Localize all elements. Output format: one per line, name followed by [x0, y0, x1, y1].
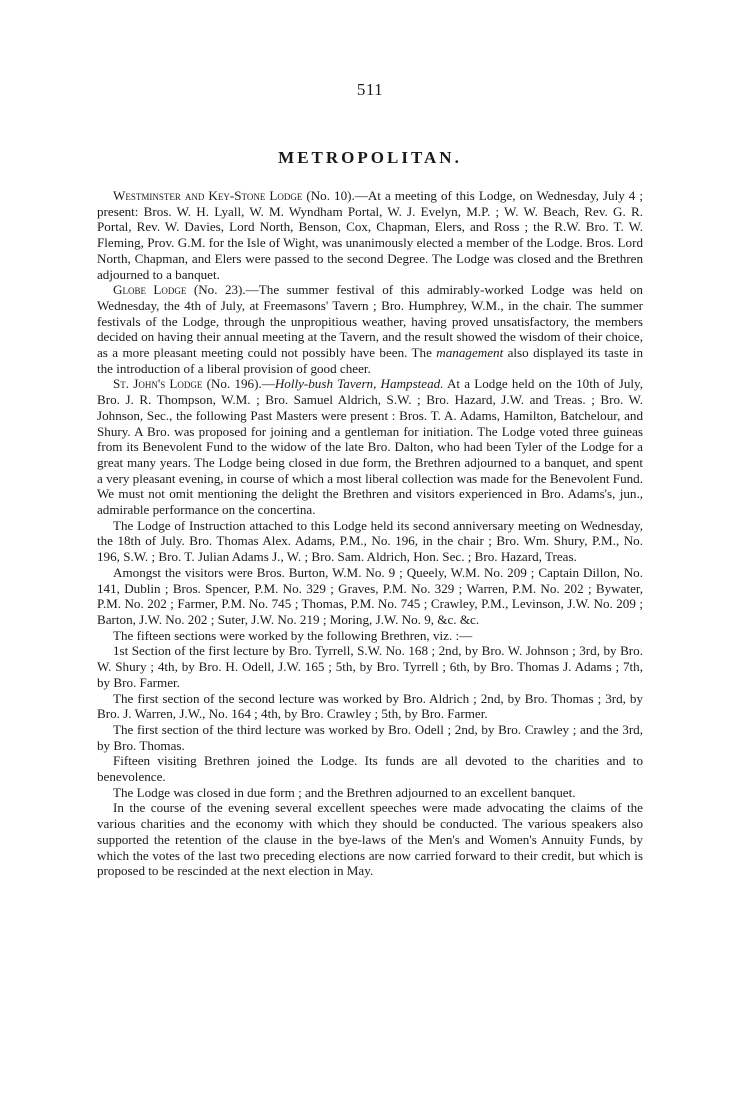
paragraph-second-lecture: The first section of the second lecture was worked by Bro. Aldrich ; 2nd, by Bro. Thomas ; 3rd, by Bro. J. Warren, J.W., No. 164 ; 4th, by Bro. Crawley ; 5th, by Bro. Farmer. — [97, 690, 643, 722]
article-body — [97, 188, 643, 879]
section-title: METROPOLITAN. — [278, 148, 462, 167]
lodge-name: Globe Lodge — [113, 282, 187, 298]
emphasis-text: management — [436, 345, 504, 361]
venue-name: Holly-bush Tavern, Hampstead. — [274, 376, 444, 392]
paragraph-st-johns-lodge — [97, 376, 643, 517]
paragraph-first-lecture: 1st Section of the first lecture by Bro. Tyrrell, S.W. No. 168 ; 2nd, by Bro. W. Johnson ; 3rd, by Bro. W. Shury ; 4th, by Bro. H. Odell, J.W. 165 ; 5th, by Bro. Tyrrell ; 6th, by Bro. Thomas J. Adams ; 7th, by Bro. Farmer. — [97, 643, 643, 690]
paragraph-visiting-brethren: Fifteen visiting Brethren joined the Lodge. Its funds are all devoted to the charities and to benevolence. — [97, 753, 643, 785]
paragraph-text: (No. 10).—At a meeting of this Lodge, on Wednesday, July 4 ; present: Bros. W. H. Lyall, W. M. Wyndham Portal, W. J. Evelyn, M.P. ; W. W. Beach, Rev. G. R. Portal, Rev. W. Davies, Lord North, Benson, Cox, Chapman, Elers, and Ross ; the R.W. Bro. T. W. Fleming, Prov. G.M. for the Isle of Wight, was unanimously elected a member of the Lodge. Bros. Lord North, Chapman, and Elers were passed to the second Degree. The Lodge was closed and the Brethren adjourned to a banquet. — [97, 188, 643, 282]
paragraph-sections-intro: The fifteen sections were worked by the following Brethren, viz. :— — [113, 627, 473, 643]
paragraph-text: also displayed its taste in the introduction of a liberal provision of good cheer. — [97, 345, 643, 376]
lodge-name: St. John's Lodge — [113, 376, 203, 392]
paragraph-lodge-of-instruction: The Lodge of Instruction attached to this Lodge held its second anniversary meeting on Wednesday, the 18th of July. Bro. Thomas Alex. Adams, P.M., No. 196, in the chair ; Bro. Wm. Shury, P.M., No. 196, S.W. ; Bro. T. Julian Adams J., W. ; Bro. Sam. Aldrich, Hon. Sec. ; Bro. Hazard, Treas. — [97, 517, 643, 565]
paragraph-globe-lodge — [97, 282, 643, 376]
page-number: 511 — [356, 80, 384, 99]
paragraph-text: (No. 23).—The summer festival of this admirably-worked Lodge was held on Wednesday, the 4th of July, at Freemasons' Tavern ; Bro. Humphrey, W.M., in the chair. The summer festivals of the Lodge, through the unpropitious weather, having proved unsatisfactory, the members decided on having their annual meeting at the Tavern, and the result showed the wisdom of their choice, as a more pleasant meeting could not possibly have been. The — [97, 282, 643, 361]
paragraph-text: (No. 196).— — [202, 376, 275, 392]
paragraph-speeches: In the course of the evening several excellent speeches were made advocating the claims of the various charities and the economy with which they should be conducted. The various speakers also supported the retention of the clause in the bye-laws of the Men's and Women's Annuity Funds, by which the votes of the last two preceding elections are now carried forward to their credit, but which is proposed to be rescinded at the next election in May. — [97, 800, 643, 879]
paragraph-lodge-closed: The Lodge was closed in due form ; and the Brethren adjourned to an excellent banquet. — [113, 784, 576, 800]
paragraph-text: At a Lodge held on the 10th of July, Bro. J. R. Thompson, W.M. ; Bro. Samuel Aldrich, S.W. ; Bro. Hazard, J.W. and Treas. ; Bro. W. Johnson, Sec., the following Past Masters were present : Bros. T. A. Adams, Hamilton, Batchelour, and Shury. A Bro. was proposed for joining and a gentleman for initiation. The Lodge voted three guineas from its Benevolent Fund to the widow of the late Bro. Dalton, who had been Tyler of the Lodge for a great many years. The Lodge being closed in due form, the Brethren adjourned to a banquet, and spent a very pleasant evening, in course of which a most liberal collection was made for the Benevolent Fund. We must not omit mentioning the delight the Brethren and visitors experienced in Bro. Adams's, jun., admirable performance on the concertina. — [97, 376, 643, 518]
paragraph-visitors: Amongst the visitors were Bros. Burton, W.M. No. 9 ; Queely, W.M. No. 209 ; Captain Dillon, No. 141, Dublin ; Bros. Spencer, P.M. No. 329 ; Graves, P.M. No. 329 ; Warren, P.M. No. 202 ; Bywater, P.M. No. 202 ; Farmer, P.M. No. 745 ; Thomas, P.M. No. 745 ; Crawley, P.M., Levinson, J.W. No. 209 ; Barton, J.W. No. 202 ; Suter, J.W. No. 219 ; Moring, J.W. No. 9, &c. &c. — [97, 564, 643, 627]
paragraph-westminster-lodge — [97, 188, 643, 282]
paragraph-third-lecture: The first section of the third lecture was worked by Bro. Odell ; 2nd, by Bro. Crawley ; and the 3rd, by Bro. Thomas. — [97, 721, 643, 753]
lodge-name: Westminster and Key-Stone Lodge — [113, 188, 303, 203]
